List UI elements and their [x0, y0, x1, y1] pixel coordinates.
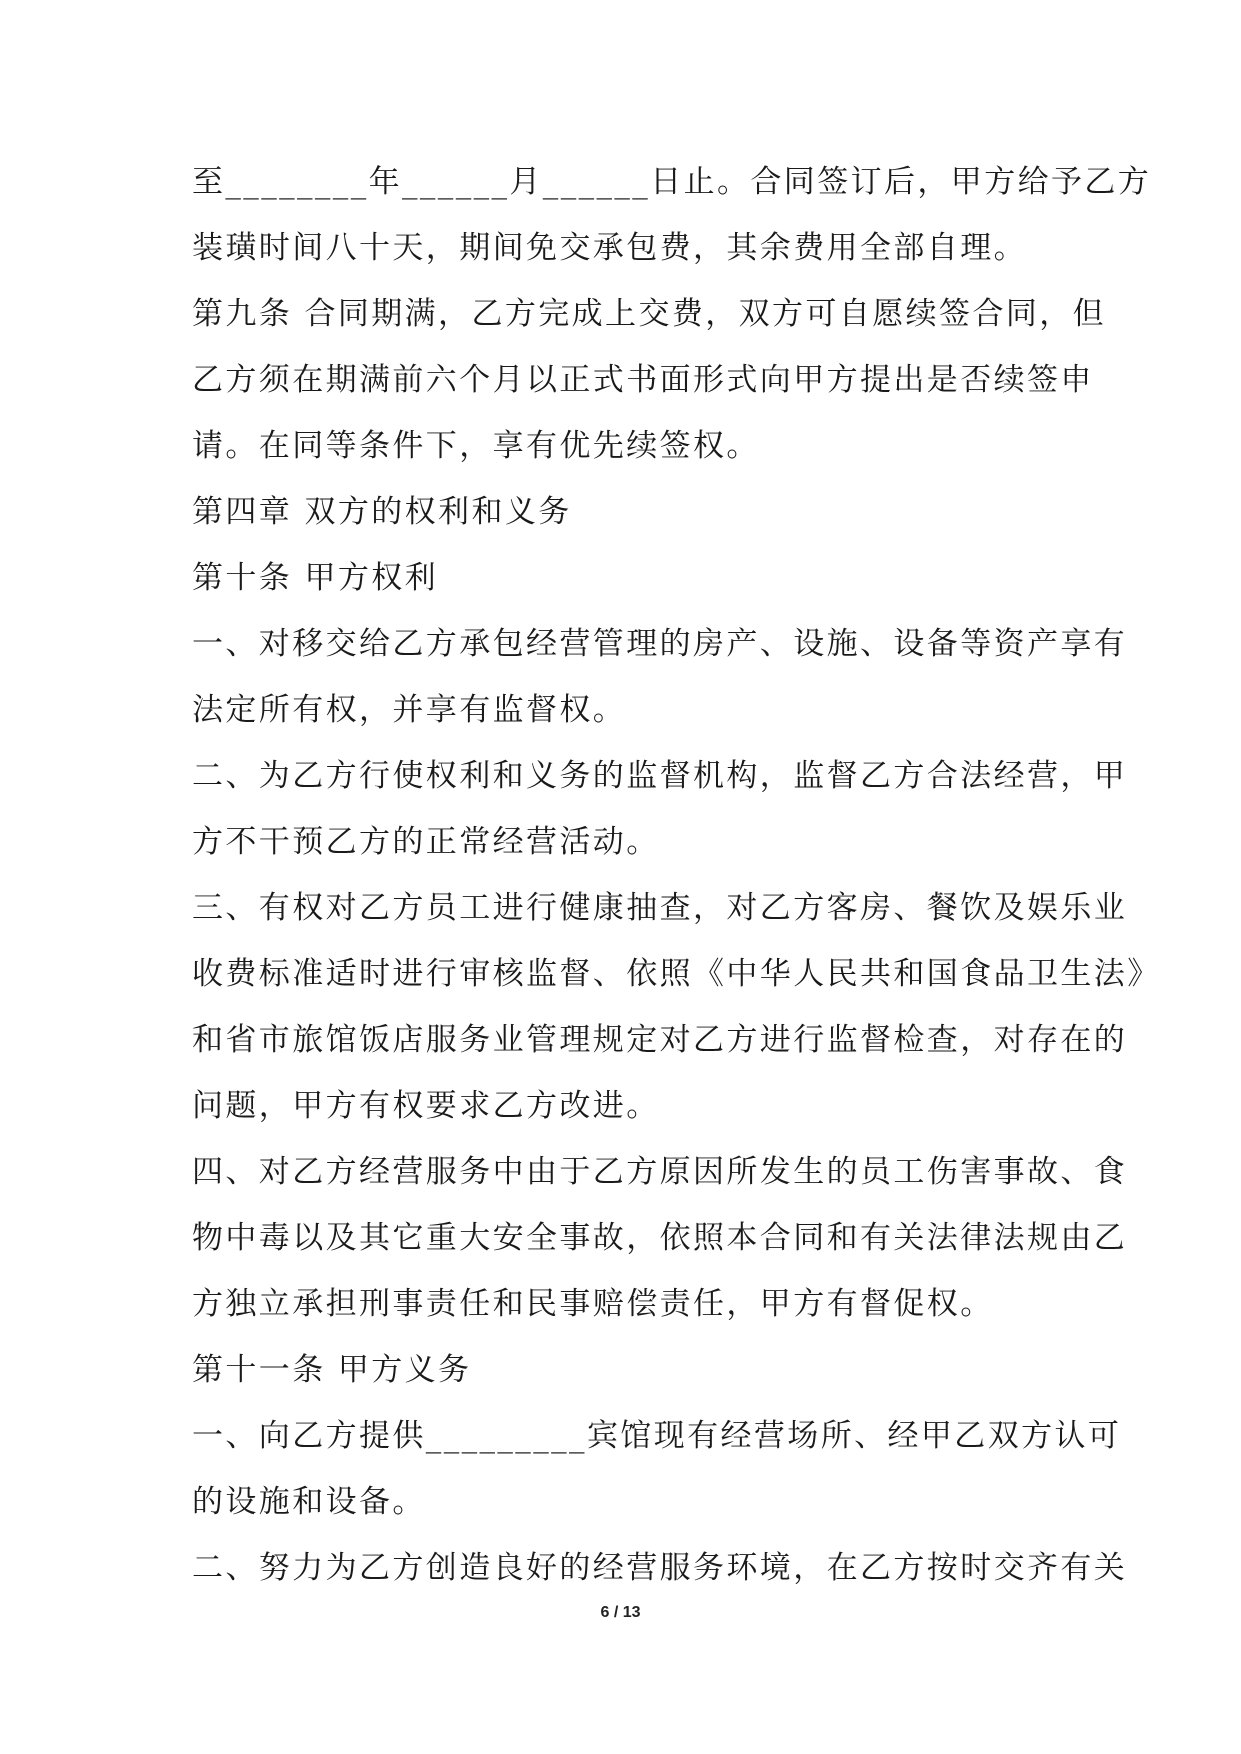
- text-line: 二、努力为乙方创造良好的经营服务环境，在乙方按时交齐有关: [192, 1550, 1128, 1586]
- document-body: [192, 158, 1161, 1610]
- text-line: 三、有权对乙方员工进行健康抽查，对乙方客房、餐饮及娱乐业: [192, 890, 1128, 926]
- text-line: 一、向乙方提供_________宾馆现有经营场所、经甲乙双方认可: [192, 1418, 1122, 1454]
- text-line: 问题，甲方有权要求乙方改进。: [192, 1088, 660, 1124]
- article-10-heading: 第十条 甲方权利: [192, 560, 439, 596]
- article-9-heading: 第九条 合同期满，乙方完成上交费，双方可自愿续签合同，但: [192, 296, 1107, 332]
- text-line: 方独立承担刑事责任和民事赔偿责任，甲方有督促权。: [192, 1286, 994, 1322]
- text-line: 四、对乙方经营服务中由于乙方原因所发生的员工伤害事故、食: [192, 1154, 1128, 1190]
- text-line: 二、为乙方行使权利和义务的监督机构，监督乙方合法经营，甲: [192, 758, 1128, 794]
- text-line: 和省市旅馆饭店服务业管理规定对乙方进行监督检查，对存在的: [192, 1022, 1128, 1058]
- text-line: 一、对移交给乙方承包经营管理的房产、设施、设备等资产享有: [192, 626, 1128, 662]
- text-line: 法定所有权，并享有监督权。: [192, 692, 627, 728]
- text-line: 至________年______月______日止。合同签订后，甲方给予乙方: [192, 164, 1152, 200]
- page-number: 6 / 13: [600, 1604, 641, 1621]
- text-line: 请。在同等条件下，享有优先续签权。: [192, 428, 760, 464]
- article-11-heading: 第十一条 甲方义务: [192, 1352, 472, 1388]
- text-line: 乙方须在期满前六个月以正式书面形式向甲方提出是否续签申: [192, 362, 1094, 398]
- text-line: 物中毒以及其它重大安全事故，依照本合同和有关法律法规由乙: [192, 1220, 1128, 1256]
- text-line: 方不干预乙方的正常经营活动。: [192, 824, 660, 860]
- text-line: 装璜时间八十天，期间免交承包费，其余费用全部自理。: [192, 230, 1027, 266]
- text-line: 收费标准适时进行审核监督、依照《中华人民共和国食品卫生法》: [192, 956, 1161, 992]
- text-line: 的设施和设备。: [192, 1484, 426, 1520]
- chapter-4-heading: 第四章 双方的权利和义务: [192, 494, 572, 530]
